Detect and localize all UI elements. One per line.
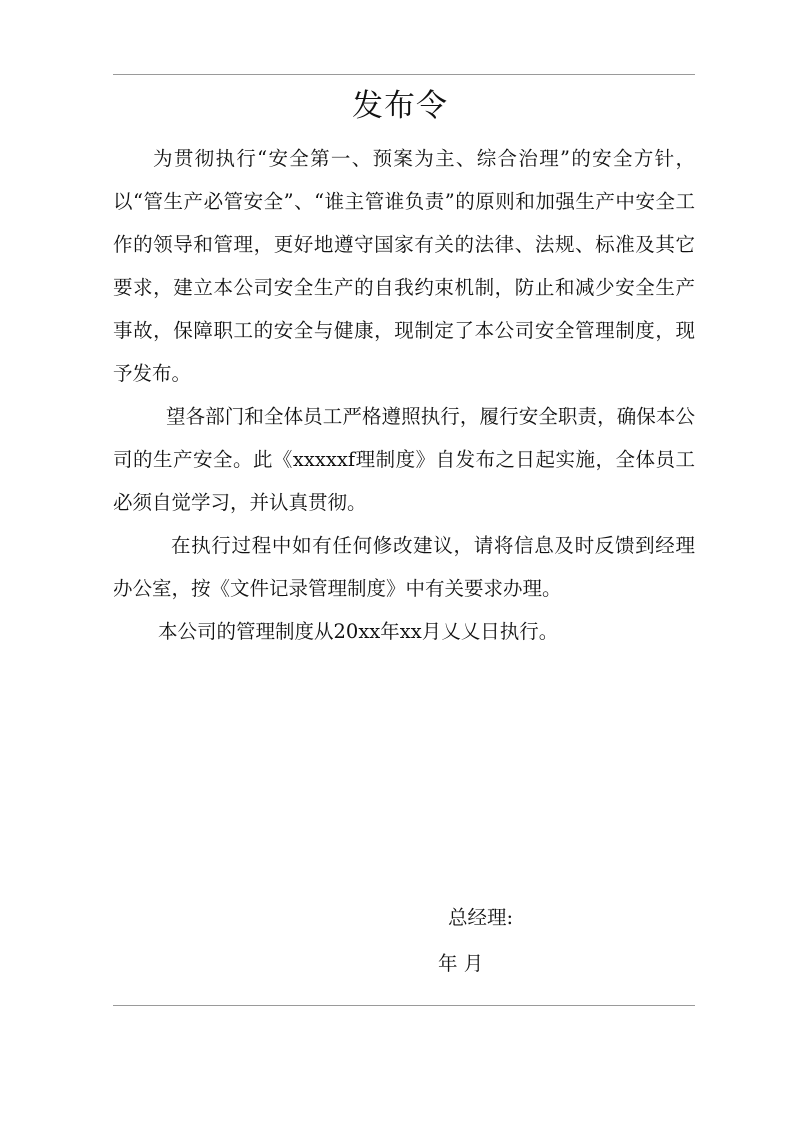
footer-rule [113, 1005, 695, 1006]
document-title: 发布令 [352, 88, 448, 124]
signature-general-manager: 总经理: [448, 906, 514, 929]
signature-date: 年 月 [438, 952, 484, 975]
header-rule [113, 74, 695, 75]
paragraph-effective-date: 本公司的管理制度从20xx年xx月乂乂日执行。 [158, 620, 559, 643]
paragraph-purpose: 为贯彻执行“安全第一、预案为主、综合治理”的安全方针，以“管生产必管安全”、“谁主管谁负责”的原则和加强生产中安全工作的领导和管理，更好地遵守国家有关的法律、法规、标准及其它要求，建立本公司安全生产的自我约束机制，防止和减少安全生产事故，保障职工的安全与健康，现制定了本公司安全管理制度，现予发布。 [113, 147, 695, 385]
document-body [113, 137, 695, 653]
paragraph-feedback: 在执行过程中如有任何修改建议，请将信息及时反馈到经理办公室，按《文件记录管理制度》中有关要求办理。 [113, 534, 695, 600]
paragraph-compliance: 望各部门和全体员工严格遵照执行，履行安全职责，确保本公司的生产安全。此《xxxxxf理制度》自发布之日起实施，全体员工必须自觉学习，并认真贯彻。 [113, 405, 695, 514]
